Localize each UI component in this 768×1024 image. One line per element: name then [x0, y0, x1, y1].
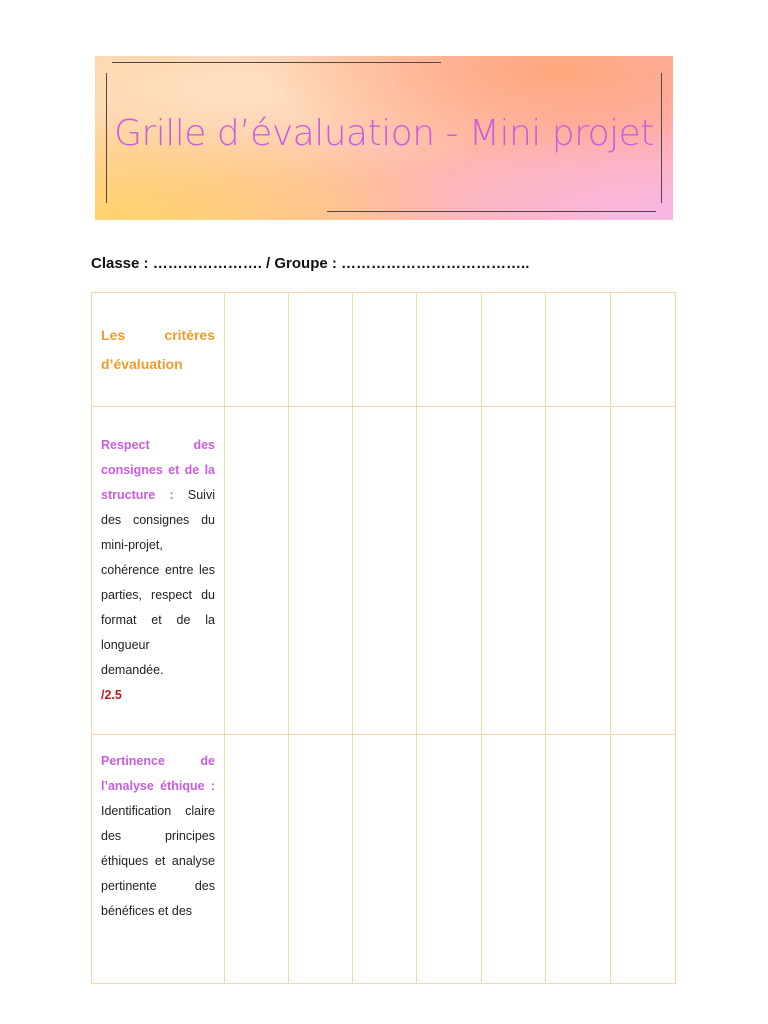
header-criteria-cell: [92, 293, 225, 407]
grade-cell[interactable]: [482, 407, 546, 735]
page-title: Grille d’évaluation - Mini projet: [114, 113, 654, 154]
grade-cell[interactable]: [353, 735, 417, 984]
grade-cell[interactable]: [611, 735, 676, 984]
grade-cell[interactable]: [289, 407, 353, 735]
criterion-row: [92, 735, 676, 984]
banner-line-top: [112, 62, 441, 63]
header-blank-cell[interactable]: [482, 293, 546, 407]
header-blank-cell[interactable]: [546, 293, 611, 407]
criterion-description: Identification claire des principes éthiques et analyse pertinente des bénéfices et des: [101, 804, 215, 918]
criterion-title: Pertinence de l’analyse éthique :: [101, 754, 215, 793]
grade-cell[interactable]: [289, 735, 353, 984]
criterion-score: /2.5: [101, 688, 122, 702]
criterion-description: Suivi des consignes du mini-projet, cohérence entre les parties, respect du format et de la longueur demandée.: [101, 488, 215, 677]
header-blank-cell[interactable]: [353, 293, 417, 407]
grade-cell[interactable]: [482, 735, 546, 984]
header-row: [92, 293, 676, 407]
grade-cell[interactable]: [225, 407, 289, 735]
criterion-row: [92, 407, 676, 735]
grade-cell[interactable]: [546, 407, 611, 735]
criterion-cell: [92, 735, 225, 984]
header-blank-cell[interactable]: [225, 293, 289, 407]
banner-line-bottom: [327, 211, 656, 212]
criteria-header-label: Les critères d’évaluation: [101, 326, 215, 372]
criterion-title: Respect des consignes et de la structure :: [101, 438, 215, 502]
evaluation-grid: [91, 292, 676, 984]
grade-cell[interactable]: [225, 735, 289, 984]
class-group-line: Classe : …………………. / Groupe : ………………………………..: [91, 255, 530, 272]
title-banner: [95, 56, 673, 220]
grade-cell[interactable]: [417, 407, 482, 735]
header-blank-cell[interactable]: [611, 293, 676, 407]
header-blank-cell[interactable]: [289, 293, 353, 407]
grade-cell[interactable]: [353, 407, 417, 735]
criterion-cell: [92, 407, 225, 735]
header-blank-cell[interactable]: [417, 293, 482, 407]
grade-cell[interactable]: [546, 735, 611, 984]
grade-cell[interactable]: [611, 407, 676, 735]
grade-cell[interactable]: [417, 735, 482, 984]
